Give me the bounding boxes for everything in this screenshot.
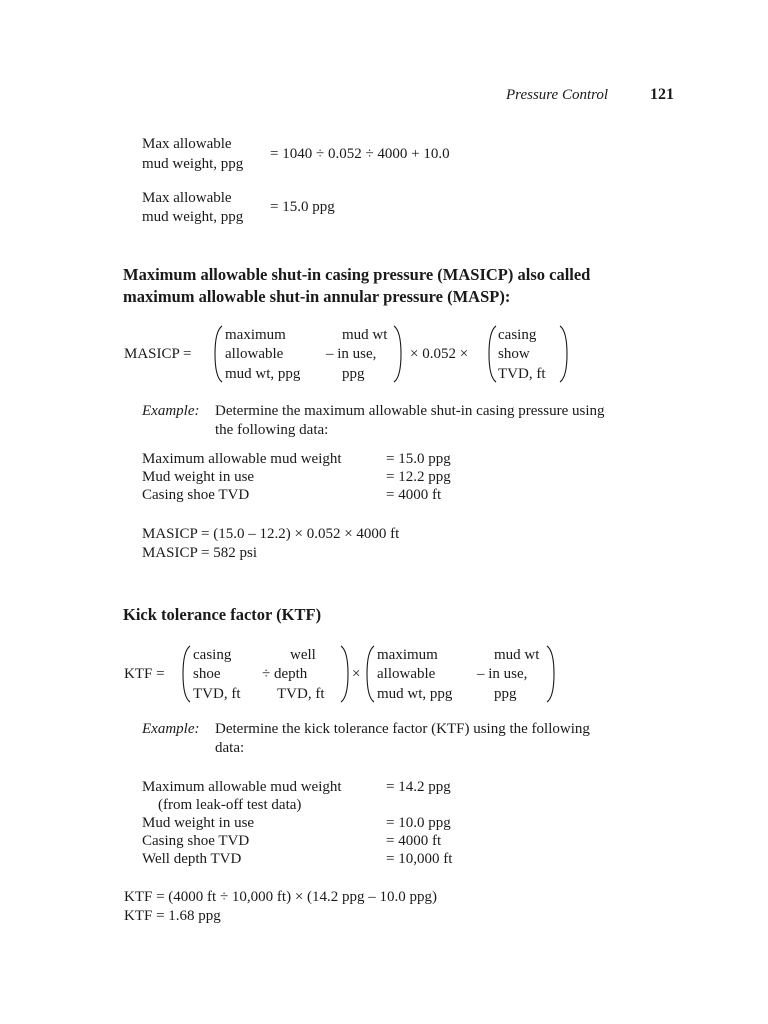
running-head-title: Pressure Control	[506, 87, 609, 103]
ktf-formula-b3: TVD, ft	[277, 686, 325, 702]
ktf-right-paren-close	[546, 645, 556, 703]
ktf-example-text-line1: Determine the kick tolerance factor (KTF) using the following	[215, 721, 590, 737]
masicp-example-text-line2: the following data:	[215, 422, 329, 438]
ktf-left-paren-close	[340, 645, 350, 703]
masicp-left-paren-open	[213, 325, 223, 383]
ktf-formula-div: ÷ depth	[262, 666, 308, 682]
calc2-expression: = 15.0 ppg	[270, 199, 335, 215]
masicp-data-row-value: = 4000 ft	[386, 487, 442, 503]
ktf-calc-line2: KTF = 1.68 ppg	[124, 908, 221, 924]
masicp-formula-a3: mud wt, ppg	[225, 366, 301, 382]
masicp-data-row-name: Casing shoe TVD	[142, 487, 250, 503]
masicp-formula-b1: mud wt	[342, 327, 388, 343]
ktf-left-paren-open	[181, 645, 191, 703]
ktf-formula-d3: ppg	[494, 686, 517, 702]
masicp-left-paren-close	[393, 325, 403, 383]
ktf-data-row-name: Mud weight in use	[142, 815, 255, 831]
ktf-formula-b1: well	[290, 647, 316, 663]
ktf-example-text-line2: data:	[215, 740, 245, 756]
masicp-example-text-line1: Determine the maximum allowable shut-in casing pressure using	[215, 403, 605, 419]
ktf-data-row-name: Maximum allowable mud weight	[142, 779, 342, 795]
masicp-data-row-name: Mud weight in use	[142, 469, 255, 485]
masicp-formula-c3: TVD, ft	[498, 366, 546, 382]
ktf-data-row-value: = 10.0 ppg	[386, 815, 451, 831]
ktf-formula-lhs: KTF =	[124, 666, 165, 682]
calc1-label-line2: mud weight, ppg	[142, 156, 244, 172]
ktf-right-paren-open	[365, 645, 375, 703]
masicp-formula-c1: casing	[498, 327, 537, 343]
ktf-formula-a1: casing	[193, 647, 232, 663]
ktf-data-row-value: = 14.2 ppg	[386, 779, 451, 795]
ktf-formula-d1: mud wt	[494, 647, 540, 663]
masicp-formula-a2: allowable	[225, 346, 284, 362]
ktf-formula-a3: TVD, ft	[193, 686, 241, 702]
masicp-formula-minus: – in use,	[326, 346, 377, 362]
masicp-calc-line2: MASICP = 582 psi	[142, 545, 258, 561]
masicp-data-row-value: = 12.2 ppg	[386, 469, 451, 485]
calc2-label-line1: Max allowable	[142, 190, 232, 206]
ktf-calc-line1: KTF = (4000 ft ÷ 10,000 ft) × (14.2 ppg – 10.0 ppg)	[124, 889, 438, 905]
masicp-data-row-name: Maximum allowable mud weight	[142, 451, 342, 467]
calc2-label-line2: mud weight, ppg	[142, 209, 244, 225]
masicp-calc-line1: MASICP = (15.0 – 12.2) × 0.052 × 4000 ft	[142, 526, 400, 542]
masicp-data-row-value: = 15.0 ppg	[386, 451, 451, 467]
ktf-heading: Kick tolerance factor (KTF)	[123, 605, 322, 624]
page-number: 121	[650, 86, 674, 103]
ktf-example-label: Example:	[142, 721, 200, 737]
masicp-right-paren-close	[559, 325, 569, 383]
ktf-data-row-name: Well depth TVD	[142, 851, 242, 867]
ktf-data-row-name: (from leak-off test data)	[158, 797, 302, 813]
masicp-example-label: Example:	[142, 403, 200, 419]
ktf-formula-c3: mud wt, ppg	[377, 686, 453, 702]
masicp-heading-line1: Maximum allowable shut-in casing pressure (MASICP) also called	[123, 265, 591, 284]
masicp-formula-b3: ppg	[342, 366, 365, 382]
ktf-formula-c1: maximum	[377, 647, 438, 663]
masicp-formula-a1: maximum	[225, 327, 286, 343]
ktf-formula-a2: shoe	[193, 666, 221, 682]
ktf-formula-mult: ×	[352, 666, 361, 682]
ktf-data-row-name: Casing shoe TVD	[142, 833, 250, 849]
ktf-data-row-value: = 4000 ft	[386, 833, 442, 849]
ktf-formula-minus: – in use,	[477, 666, 528, 682]
calc1-label-line1: Max allowable	[142, 136, 232, 152]
ktf-formula-c2: allowable	[377, 666, 436, 682]
masicp-formula-lhs: MASICP =	[124, 346, 192, 362]
masicp-formula-c2: show	[498, 346, 530, 362]
masicp-heading-line2: maximum allowable shut-in annular pressure (MASP):	[123, 287, 511, 306]
calc1-expression: = 1040 ÷ 0.052 ÷ 4000 + 10.0	[270, 146, 450, 162]
masicp-formula-mult: × 0.052 ×	[410, 346, 469, 362]
ktf-data-row-value: = 10,000 ft	[386, 851, 453, 867]
masicp-right-paren-open	[487, 325, 497, 383]
